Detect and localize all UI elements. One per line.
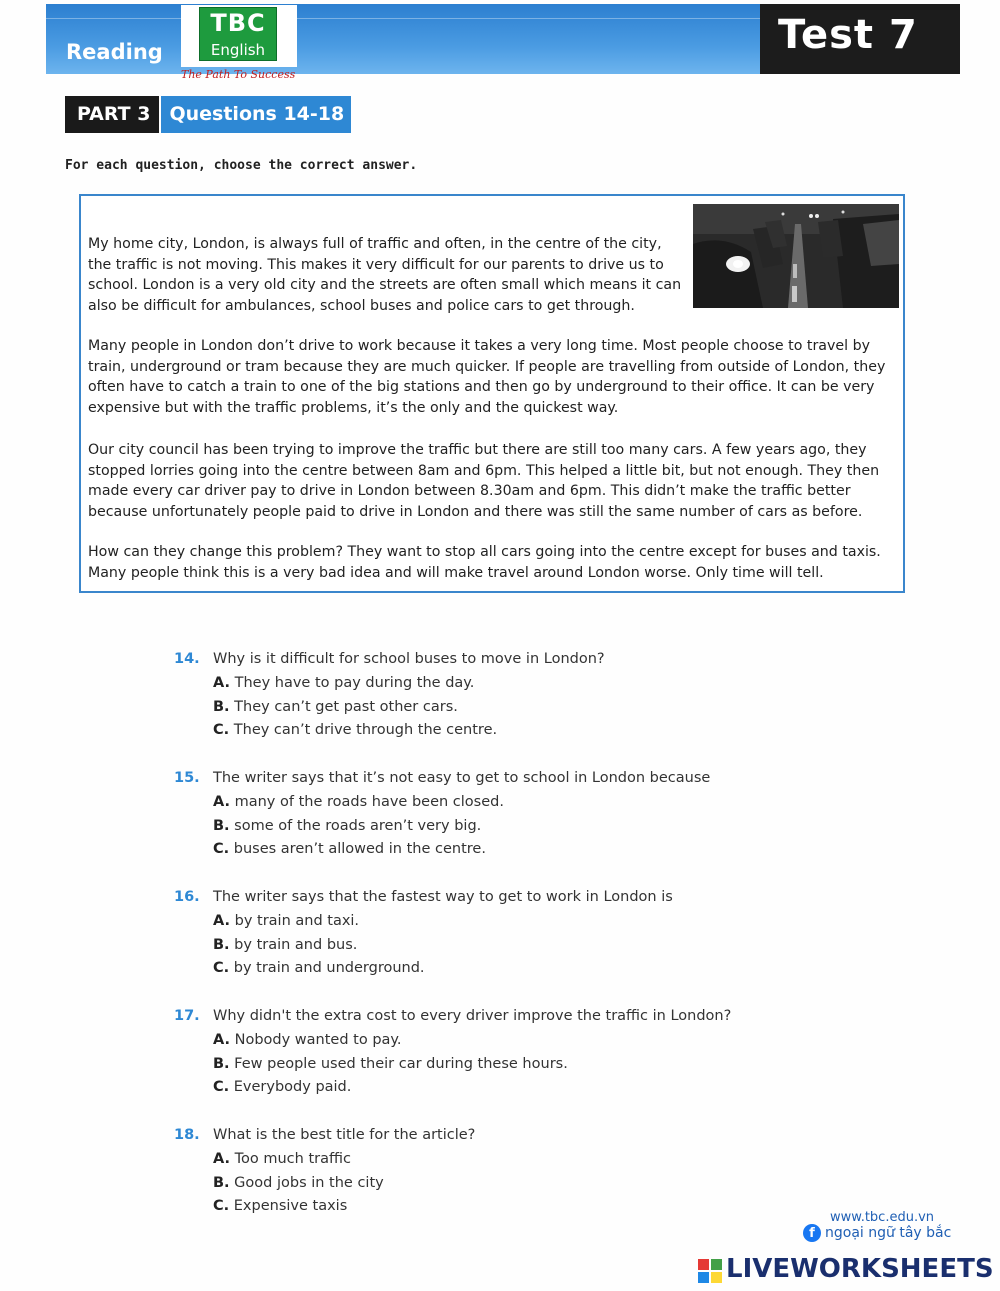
question-number: 14. xyxy=(174,651,200,667)
option-letter: A. xyxy=(213,1032,230,1048)
option-letter: B. xyxy=(213,937,230,953)
question-16 xyxy=(174,889,814,1008)
answer-option[interactable] xyxy=(213,722,497,738)
option-letter: B. xyxy=(213,699,230,715)
answer-option[interactable] xyxy=(213,699,458,715)
question-17 xyxy=(174,1008,814,1127)
passage-paragraph: Many people in London don’t drive to work because it takes a very long time. Most people choose to travel by train, underground or tram because they are much quicker. If people are travelling from outside of London, they often have to catch a train to one of the big stations and then go by underground to their office. It can be very expensive but with the traffic problems, it’s the only and the quickest way. xyxy=(88,338,886,417)
question-14 xyxy=(174,651,814,770)
liveworksheets-icon xyxy=(698,1259,722,1283)
answer-option[interactable] xyxy=(213,841,486,857)
option-letter: A. xyxy=(213,675,230,691)
option-text: Everybody paid. xyxy=(233,1079,352,1095)
option-text: Too much traffic xyxy=(234,1151,351,1167)
question-text: Why didn't the extra cost to every driver improve the traffic in London? xyxy=(213,1008,732,1024)
option-text: Nobody wanted to pay. xyxy=(234,1032,402,1048)
option-letter: B. xyxy=(213,1175,230,1191)
option-letter: C. xyxy=(213,722,230,738)
option-letter: B. xyxy=(213,818,230,834)
facebook-icon: f xyxy=(803,1224,821,1242)
answer-option[interactable] xyxy=(213,1032,402,1048)
option-text: They can’t get past other cars. xyxy=(234,699,458,715)
answer-option[interactable] xyxy=(213,960,425,976)
header-band-line xyxy=(46,18,762,19)
option-text: Few people used their car during these hours. xyxy=(234,1056,568,1072)
question-text: What is the best title for the article? xyxy=(213,1127,476,1143)
logo-tagline: The Path To Success xyxy=(181,68,296,81)
answer-option[interactable] xyxy=(213,1056,568,1072)
option-text: buses aren’t allowed in the centre. xyxy=(233,841,486,857)
reading-passage xyxy=(79,194,905,593)
option-text: They can’t drive through the centre. xyxy=(233,722,498,738)
option-letter: C. xyxy=(213,960,230,976)
option-letter: C. xyxy=(213,1079,230,1095)
option-letter: C. xyxy=(213,841,230,857)
question-text: The writer says that the fastest way to get to work in London is xyxy=(213,889,673,905)
option-text: They have to pay during the day. xyxy=(234,675,475,691)
option-text: Expensive taxis xyxy=(233,1198,348,1214)
logo-text-english: English xyxy=(210,41,266,59)
option-text: many of the roads have been closed. xyxy=(234,794,504,810)
option-text: some of the roads aren’t very big. xyxy=(234,818,482,834)
question-number: 15. xyxy=(174,770,200,786)
option-letter: C. xyxy=(213,1198,230,1214)
question-number: 17. xyxy=(174,1008,200,1024)
facebook-page-link[interactable]: ngoại ngữ tây bắc xyxy=(825,1225,952,1241)
part-label: PART 3 xyxy=(65,96,159,133)
answer-option[interactable] xyxy=(213,1151,351,1167)
answer-option[interactable] xyxy=(213,1175,384,1191)
tbc-logo xyxy=(181,5,297,67)
test-label: Test 7 xyxy=(778,12,918,58)
answer-option[interactable] xyxy=(213,675,474,691)
question-number: 18. xyxy=(174,1127,200,1143)
question-18 xyxy=(174,1127,814,1246)
option-letter: A. xyxy=(213,1151,230,1167)
part-questions-range: Questions 14-18 xyxy=(161,96,351,133)
traffic-photo-illustration xyxy=(693,204,899,308)
option-letter: A. xyxy=(213,913,230,929)
answer-option[interactable] xyxy=(213,794,504,810)
answer-option[interactable] xyxy=(213,818,481,834)
question-list xyxy=(174,651,814,1246)
option-text: by train and underground. xyxy=(233,960,425,976)
passage-paragraph: Our city council has been trying to improve the traffic but there are still too many cars. A few years ago, they stopped lorries going into the centre between 8am and 6pm. This helped a little bit, but not enough. They then made every car driver pay to drive in London between 8.30am and 6pm. This didn’t make the traffic better because unfortunately people paid to drive in London and there was still the same number of cars as before. xyxy=(88,442,880,521)
traffic-photo xyxy=(693,204,899,308)
option-text: Good jobs in the city xyxy=(234,1175,384,1191)
logo-text-tbc: TBC xyxy=(210,9,266,37)
answer-option[interactable] xyxy=(213,937,357,953)
section-title: Reading xyxy=(66,40,163,64)
website-link[interactable]: www.tbc.edu.vn xyxy=(830,1210,935,1225)
passage-paragraph: My home city, London, is always full of traffic and often, in the centre of the city, the traffic is not moving. This makes it very difficult for our parents to drive us to school. London is a very old city and the streets are often small which means it can also be difficult for ambulances, school buses and police cars to get through. xyxy=(88,236,682,315)
answer-option[interactable] xyxy=(213,1198,347,1214)
question-text: The writer says that it’s not easy to get to school in London because xyxy=(213,770,711,786)
option-text: by train and bus. xyxy=(234,937,358,953)
answer-option[interactable] xyxy=(213,1079,351,1095)
part-heading xyxy=(65,96,351,133)
option-text: by train and taxi. xyxy=(234,913,360,929)
question-15 xyxy=(174,770,814,889)
passage-paragraph: How can they change this problem? They want to stop all cars going into the centre except for buses and taxis. Many people think this is a very bad idea and will make travel around London worse. Only time will tell. xyxy=(88,544,881,581)
tbc-logo-box xyxy=(199,7,277,61)
instruction: For each question, choose the correct answer. xyxy=(65,158,418,173)
answer-option[interactable] xyxy=(213,913,359,929)
option-letter: B. xyxy=(213,1056,230,1072)
question-text: Why is it difficult for school buses to move in London? xyxy=(213,651,605,667)
option-letter: A. xyxy=(213,794,230,810)
liveworksheets-brand[interactable]: LIVEWORKSHEETS xyxy=(726,1254,994,1284)
question-number: 16. xyxy=(174,889,200,905)
